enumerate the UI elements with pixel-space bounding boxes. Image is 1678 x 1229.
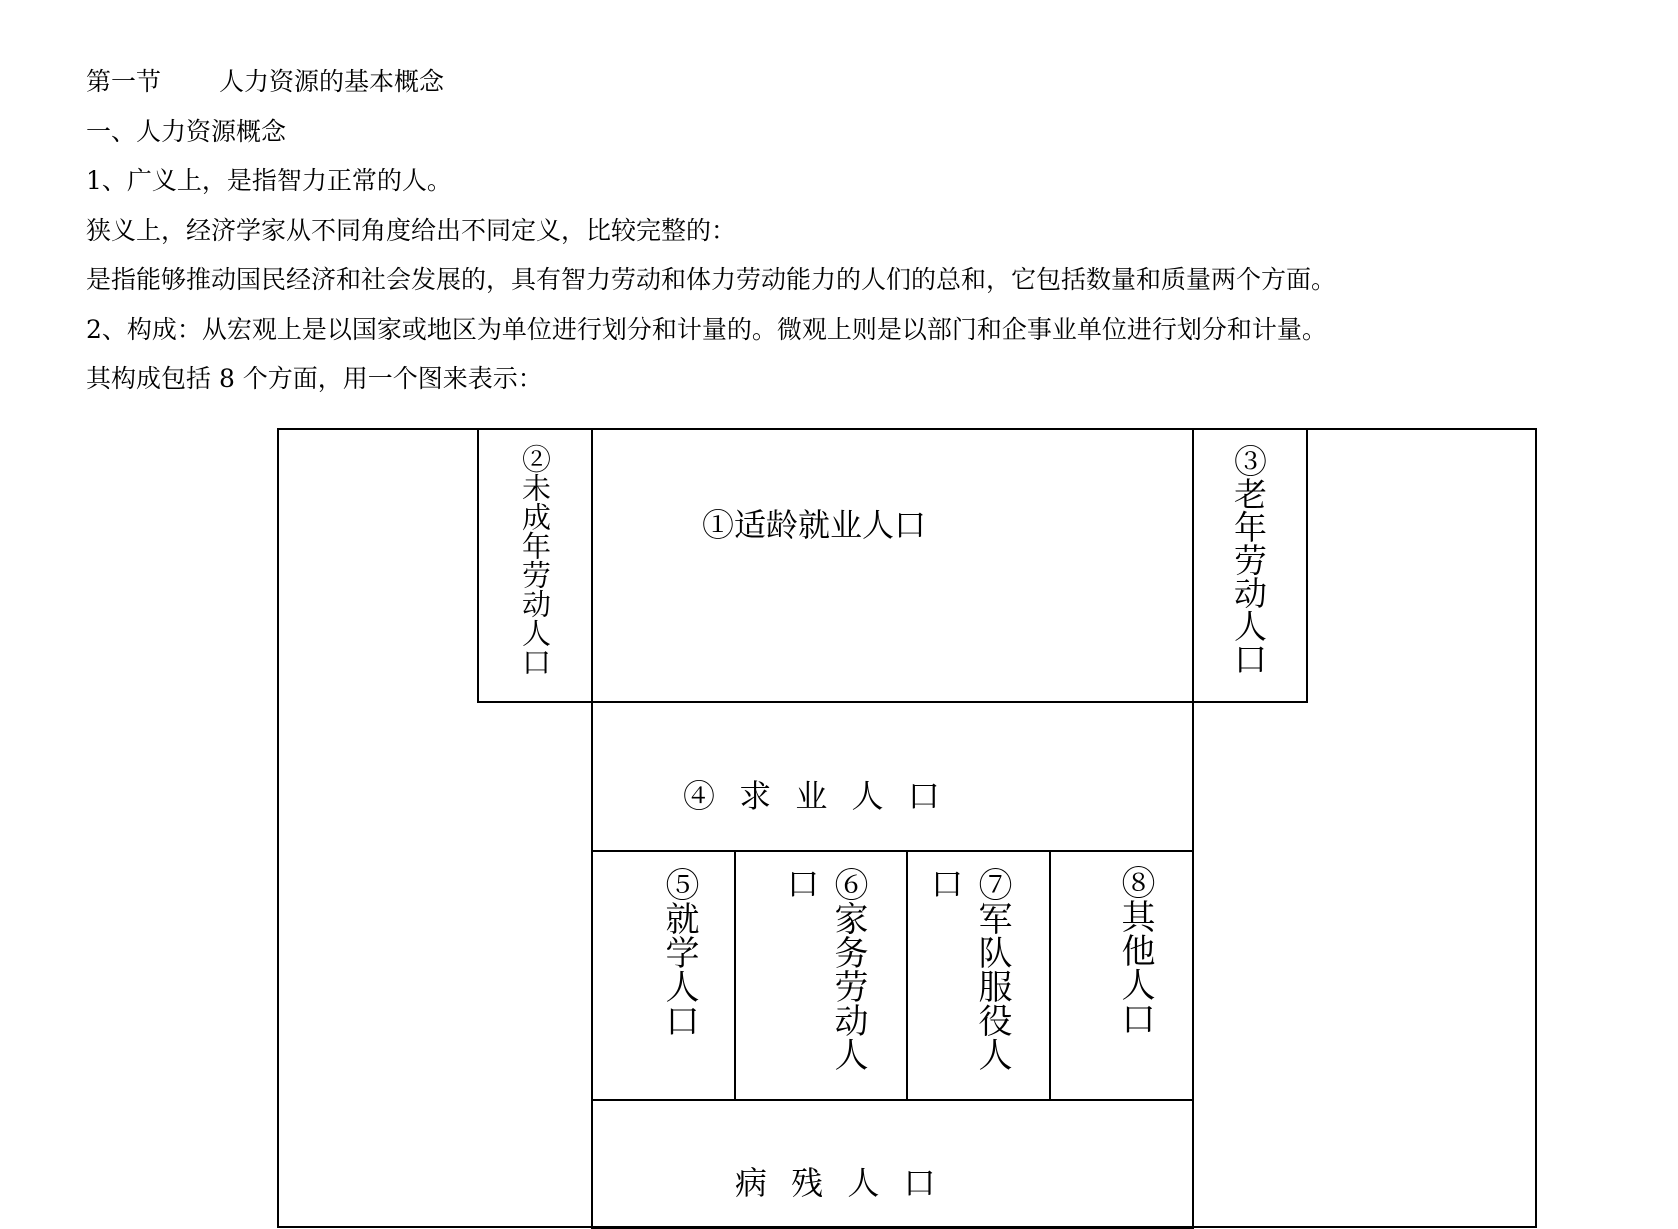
military-service-tail: 口 xyxy=(926,867,964,899)
working-age-box xyxy=(591,428,1194,703)
paragraph-narrow-definition: 是指能够推动国民经济和社会发展的，具有智力劳动和体力劳动能力的人们的总和，它包括数量和质量两个方面。 xyxy=(86,265,1337,294)
section-title: 人力资源的基本概念 xyxy=(219,67,445,96)
others-label: ⑧其他人口 xyxy=(1115,865,1155,1035)
minor-labor-label: ②未成年劳动人口 xyxy=(518,444,552,676)
working-age-employed-label: ①适龄就业人口 xyxy=(702,506,927,544)
paragraph-composition: 2、构成：从宏观上是以国家或地区为单位进行划分和计量的。微观上则是以部门和企事业单位进行划分和计量。 xyxy=(86,314,1327,344)
paragraph-narrow-intro: 狭义上，经济学家从不同角度给出不同定义，比较完整的： xyxy=(86,215,737,245)
military-service-label: ⑦军队服役人 xyxy=(972,867,1012,1071)
disabled-label: 病 残 人 口 xyxy=(735,1164,936,1202)
paragraph-diagram-intro: 其构成包括 8 个方面，用一个图来表示： xyxy=(86,364,543,393)
section-number: 第一节 xyxy=(86,67,162,96)
subheading: 一、人力资源概念 xyxy=(86,116,287,146)
job-seeking-label: ④ 求 业 人 口 xyxy=(683,777,940,815)
household-labor-tail: 口 xyxy=(782,867,820,899)
household-labor-label: ⑥家务劳动人 xyxy=(828,867,868,1071)
paragraph-broad-definition: 1、广义上，是指智力正常的人。 xyxy=(86,166,452,195)
elderly-labor-label: ③老年劳动人口 xyxy=(1229,444,1268,675)
household-labor-box xyxy=(734,850,908,1101)
students-label: ⑤就学人口 xyxy=(659,867,699,1037)
